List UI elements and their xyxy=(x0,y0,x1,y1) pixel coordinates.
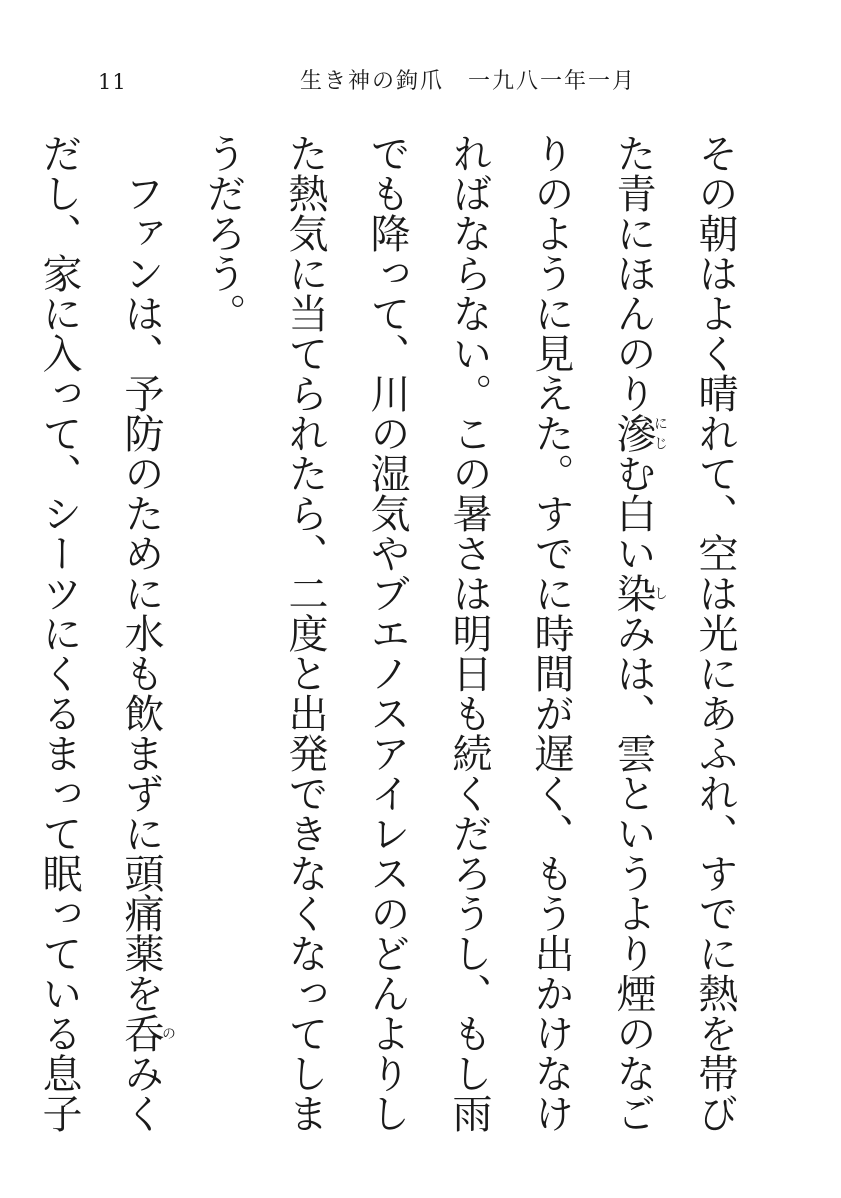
paragraph-1 xyxy=(182,133,756,1143)
text-run: その朝はよく晴れて、空は光にあふれ、すでに熱を帯びた青にほんのり xyxy=(610,133,738,1133)
ruby-annotation xyxy=(118,1013,176,1053)
ruby-reading: にじ xyxy=(652,413,668,453)
ruby-annotation xyxy=(610,413,668,453)
text-run: ファンは、予防のために水も飲まずに頭痛薬を xyxy=(118,173,164,1013)
text-run: みは、雲というより煙のなごりのように見えた。すでに時間が遅く、もう出かけなければならない。この暑さは明日も続くだろうし、もし雨でも降って、川の湿気やブエノスアイレスのどんよりした熱気に当てられたら、二度と出発できなくなってしまうだろう。 xyxy=(200,133,656,1133)
paragraph-2 xyxy=(0,133,182,1143)
ruby-base: 染 xyxy=(610,573,656,613)
page-number: 11 xyxy=(98,70,127,94)
body-text xyxy=(36,133,756,1143)
ruby-base: 滲 xyxy=(610,413,656,453)
ruby-annotation xyxy=(610,573,668,613)
ruby-reading: の xyxy=(160,1013,176,1053)
ruby-reading: し xyxy=(652,573,668,613)
text-run: む白い xyxy=(610,453,656,573)
running-header: 生き神の鉤爪 一九八一年一月 xyxy=(300,69,637,94)
text-run: みくだし、家に入って、シーツにくるまって眠っている息子 xyxy=(36,133,164,1133)
ruby-base: 呑 xyxy=(118,1013,164,1053)
